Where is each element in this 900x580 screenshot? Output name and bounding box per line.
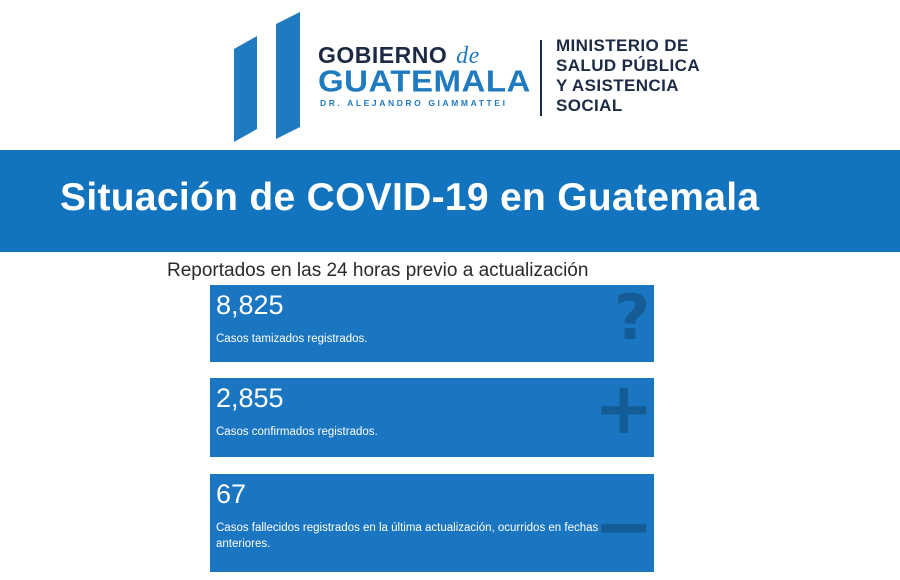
page-title: Situación de COVID-19 en Guatemala	[60, 176, 760, 219]
ministry-name	[556, 36, 700, 116]
ministry-line-4: SOCIAL	[556, 96, 623, 115]
plus-icon: +	[593, 378, 654, 450]
question-mark-icon: ?	[614, 285, 650, 354]
ministry-line-1: MINISTERIO DE	[556, 36, 689, 55]
guatemala-government-logo-icon	[228, 12, 304, 142]
government-de: de	[456, 43, 480, 69]
screened-cases-value: 8,825	[216, 290, 284, 320]
country-name: GUATEMALA	[318, 64, 531, 99]
ministry-line-2: SALUD PÚBLICA	[556, 56, 701, 75]
president-name: DR. ALEJANDRO GIAMMATTEI	[320, 98, 508, 108]
deceased-cases-value: 67	[216, 479, 247, 509]
government-label: GOBIERNO de	[318, 42, 480, 69]
logo-divider	[540, 40, 542, 116]
confirmed-cases-card	[210, 378, 654, 457]
deceased-cases-card	[210, 474, 654, 572]
deceased-cases-description: Casos fallecidos registrados en la última actualización, ocurridos en fechas anteriores.	[216, 522, 599, 550]
confirmed-cases-description: Casos confirmados registrados.	[216, 426, 378, 438]
screened-cases-description: Casos tamizados registrados.	[216, 333, 368, 345]
screened-cases-card	[210, 285, 654, 362]
ministry-line-3: Y ASISTENCIA	[556, 76, 679, 95]
title-banner	[0, 150, 900, 252]
confirmed-cases-value: 2,855	[216, 383, 284, 413]
minus-icon: −	[593, 484, 654, 568]
government-wordmark	[318, 42, 531, 112]
report-period-subtitle: Reportados en las 24 horas previo a actualización	[167, 260, 589, 281]
